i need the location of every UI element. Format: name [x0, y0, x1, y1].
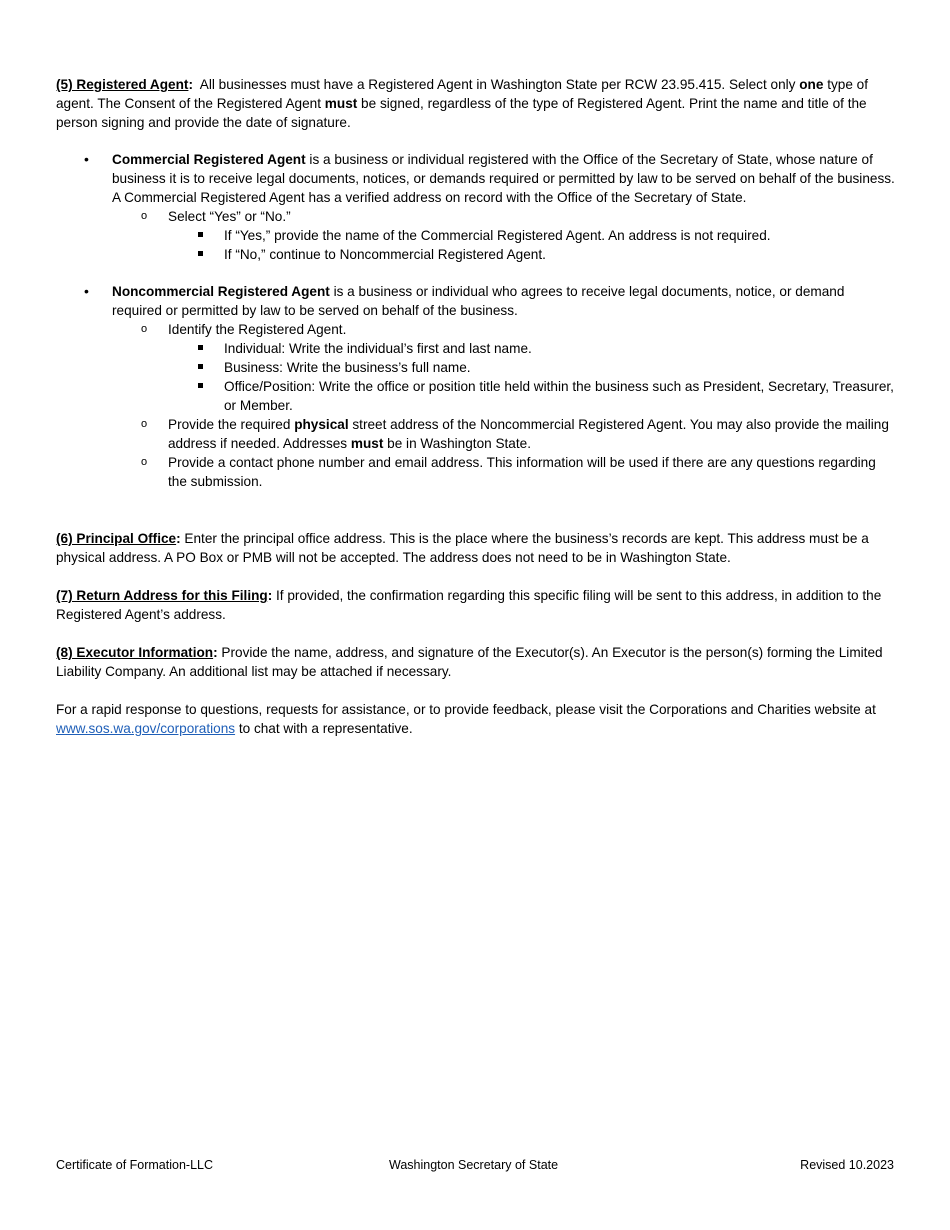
- footer-form-name: Certificate of Formation-LLC: [56, 1158, 214, 1172]
- list-item-physical-address: o Provide the required physical street address of the Noncommercial Registered Agent. You may also provide the mailing address if needed. Addresses must be in Washington State.: [112, 415, 896, 453]
- agent-type-list-2: [56, 282, 896, 491]
- footer-agency: Washington Secretary of State: [389, 1158, 559, 1172]
- section-6-heading: (6) Principal Office: [56, 531, 177, 546]
- page-footer: [56, 1157, 894, 1173]
- section-5-paragraph: (5) Registered Agent: All businesses must have a Registered Agent in Washington State per RCW 23.95.415. Select only one type of agent. The Consent of the Registered Agent must be signed, regardless of the type of Registered Agent. Print the name and title of the person signing and provide the date of signature.: [56, 77, 869, 130]
- list-item-if-no: If “No,” continue to Noncommercial Registered Agent.: [168, 245, 896, 264]
- footer-revision: Revised 10.2023: [800, 1158, 894, 1172]
- list-item-if-yes: If “Yes,” provide the name of the Commercial Registered Agent. An address is not required.: [168, 226, 896, 245]
- section-5-heading: (5) Registered Agent: [56, 77, 189, 92]
- list-item-office-position: Office/Position: Write the office or position title held within the business such as President, Secretary, Treasurer, or Member.: [168, 377, 896, 415]
- list-item-individual: Individual: Write the individual’s first and last name.: [168, 339, 896, 358]
- agent-type-list: [56, 150, 896, 264]
- commercial-agent-term: Commercial Registered Agent: [112, 152, 306, 167]
- list-item-noncommercial-agent: • Noncommercial Registered Agent is a business or individual who agrees to receive legal documents, notice, or demand required or permitted by law to be served on behalf of the business. o Identify the Registered Agent. Individual: Write the individual’s first and last name. Business: Write the business’s full name. Office/Position: Write the office or position title held within the business such as President, Secretary, Treasurer, or Member. o Provide the required physical street address of the Noncommercial Registered Agent. You may also provide the mailing address if needed. Addresses must be in Washington State. o Provide a contact phone number and email address. This information will be used if there are any questions regarding the submission.: [56, 282, 896, 491]
- section-8-heading: (8) Executor Information: [56, 645, 214, 660]
- noncommercial-agent-term: Noncommercial Registered Agent: [112, 284, 330, 299]
- list-item-identify-agent: o Identify the Registered Agent. Individual: Write the individual’s first and last name. Business: Write the business’s full name. Office/Position: Write the office or position title held within the business such as President, Secretary, Treasurer, or Member.: [112, 320, 896, 415]
- list-item-commercial-agent: • Commercial Registered Agent is a business or individual registered with the Office of the Secretary of State, whose nature of business it is to receive legal documents, notices, or demands required or permitted by law to be served on behalf of the business. A Commercial Registered Agent has a verified address on record with the Office of the Secretary of State. o Select “Yes” or “No.” If “Yes,” provide the name of the Commercial Registered Agent. An address is not required. If “No,” continue to Noncommercial Registered Agent.: [56, 150, 896, 264]
- section-8-paragraph: (8) Executor Information: Provide the name, address, and signature of the Executor(s). An Executor is the person(s) forming the Limited Liability Company. An additional list may be attached if necessary.: [56, 645, 883, 679]
- list-item-select-yes-no: o Select “Yes” or “No.” If “Yes,” provide the name of the Commercial Registered Agent. An address is not required. If “No,” continue to Noncommercial Registered Agent.: [112, 207, 896, 264]
- contact-note-paragraph: For a rapid response to questions, requests for assistance, or to provide feedback, please visit the Corporations and Charities website at www.sos.wa.gov/corporations to chat with a representative.: [56, 702, 876, 736]
- list-item-contact-info: o Provide a contact phone number and email address. This information will be used if there are any questions regarding the submission.: [112, 453, 896, 491]
- page-body: [56, 75, 896, 738]
- section-7-paragraph: (7) Return Address for this Filing: If provided, the confirmation regarding this specific filing will be sent to this address, in addition to the Registered Agent’s address.: [56, 588, 882, 622]
- section-7-heading: (7) Return Address for this Filing: [56, 588, 268, 603]
- section-6-paragraph: (6) Principal Office: Enter the principal office address. This is the place where the business’s records are kept. This address must be a physical address. A PO Box or PMB will not be accepted. The address does not need to be in Washington State.: [56, 531, 869, 565]
- list-item-business: Business: Write the business’s full name.: [168, 358, 896, 377]
- corporations-website-link[interactable]: www.sos.wa.gov/corporations: [56, 721, 236, 736]
